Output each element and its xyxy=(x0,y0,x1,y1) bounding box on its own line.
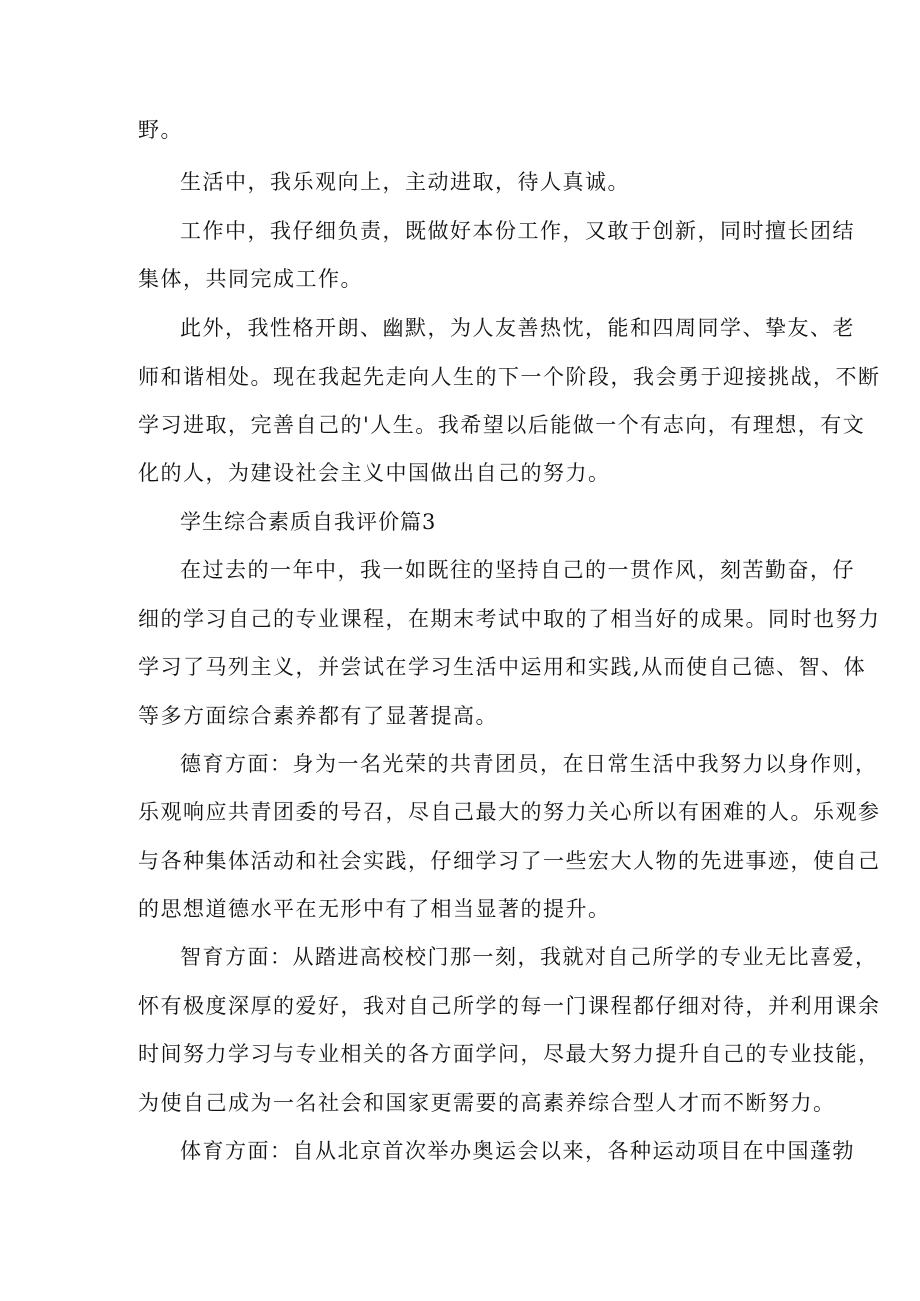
text-line: 为使自己成为一名社会和国家更需要的高素养综合型人才而不断努力。 xyxy=(138,1091,836,1115)
text-line: 化的人，为建设社会主义中国做出自己的努力。 xyxy=(138,461,611,485)
text-line: 在过去的一年中，我一如既往的坚持自己的一贯作风，刻苦勤奋，仔 xyxy=(180,558,855,582)
text-line: 时间努力学习与专业相关的各方面学问，尽最大努力提升自己的专业技能， xyxy=(138,1042,881,1066)
text-line: 学习进取，完善自己的'人生。我希望以后能做一个有志向，有理想，有文 xyxy=(138,413,866,437)
text-line: 怀有极度深厚的爱好，我对自己所学的每一门课程都仔细对待，并利用课余 xyxy=(138,994,881,1018)
text-line: 野。 xyxy=(138,118,183,142)
text-line: 学习了马列主义，并尝试在学习生活中运用和实践,从而使自己德、智、体 xyxy=(138,655,867,679)
text-line: 此外，我性格开朗、幽默，为人友善热忱，能和四周同学、挚友、老 xyxy=(180,316,855,340)
text-line: 生活中，我乐观向上，主动进取，待人真诚。 xyxy=(180,170,630,194)
text-line: 智育方面：从踏进高校校门那一刻，我就对自己所学的专业无比喜爱， xyxy=(180,945,878,969)
text-line: 等多方面综合素养都有了显著提高。 xyxy=(138,704,498,728)
text-line: 工作中，我仔细负责，既做好本份工作，又敢于创新，同时擅长团结 xyxy=(180,219,855,243)
text-line: 与各种集体活动和社会实践，仔细学习了一些宏大人物的先进事迹，使自己 xyxy=(138,849,881,873)
text-line: 集体，共同完成工作。 xyxy=(138,267,363,291)
text-line: 师和谐相处。现在我起先走向人生的下一个阶段，我会勇于迎接挑战，不断 xyxy=(138,365,881,389)
text-line: 细的学习自己的专业课程，在期末考试中取的了相当好的成果。同时也努力 xyxy=(138,607,881,631)
text-line: 德育方面：身为一名光荣的共青团员，在日常生活中我努力以身作则， xyxy=(180,752,878,776)
text-line: 的思想道德水平在无形中有了相当显著的提升。 xyxy=(138,897,611,921)
section-heading: 学生综合素质自我评价篇3 xyxy=(180,510,437,534)
text-line: 体育方面：自从北京首次举办奥运会以来，各种运动项目在中国蓬勃 xyxy=(180,1139,855,1163)
text-line: 乐观响应共青团委的号召，尽自己最大的努力关心所以有困难的人。乐观参 xyxy=(138,800,881,824)
